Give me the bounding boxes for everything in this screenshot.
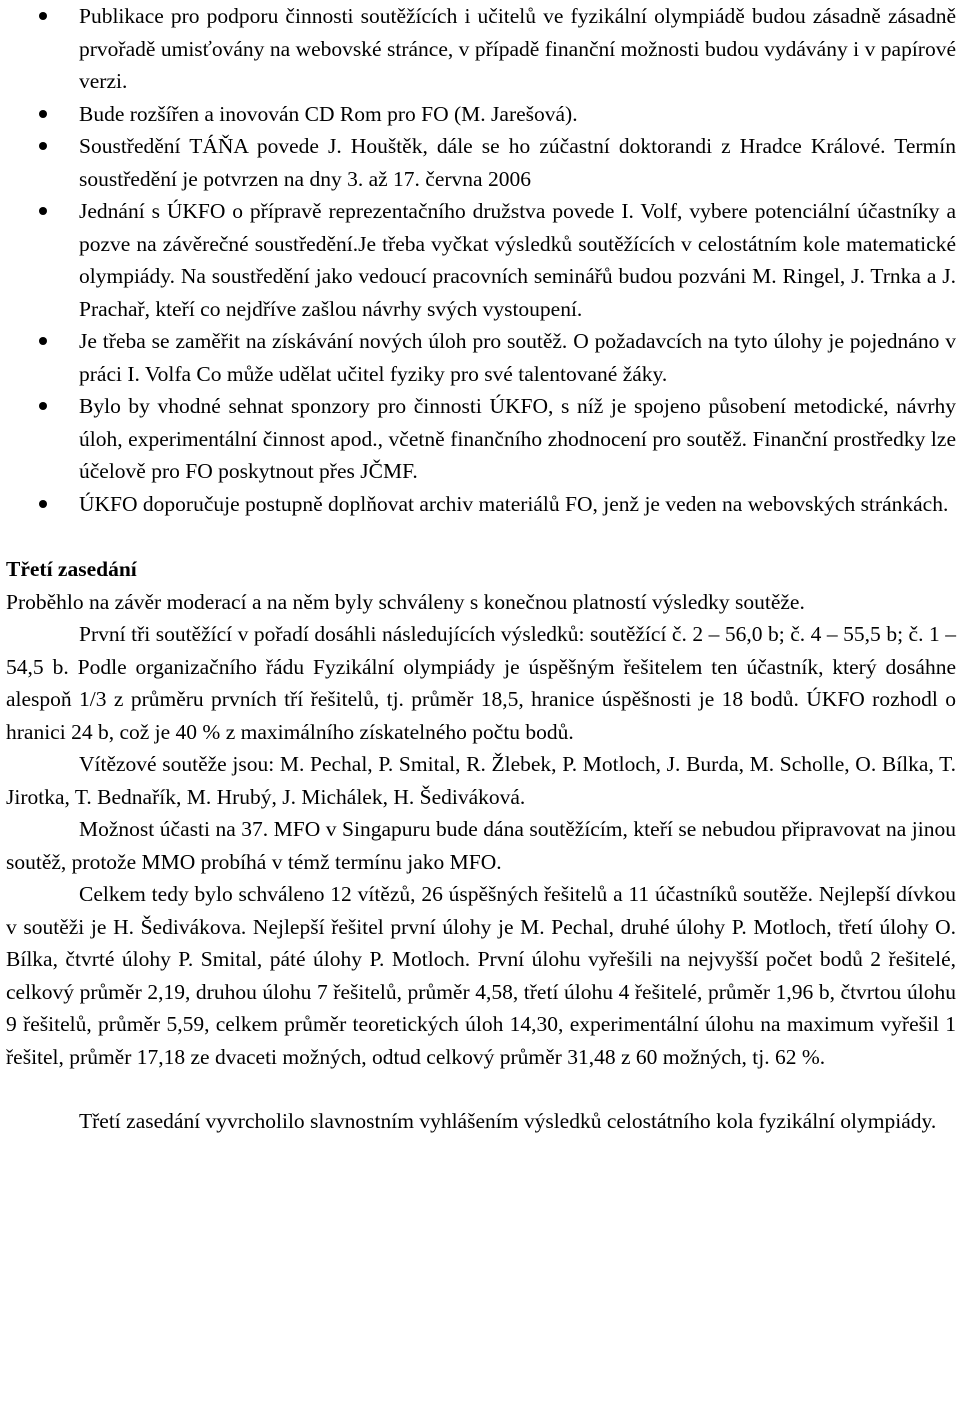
- list-item-text: Bylo by vhodné sehnat sponzory pro činnosti ÚKFO, s níž je spojeno působení metodické, návrhy úloh, experimentální činnost apod., včetně finančního zhodnocení pro soutěž. Finanční prostředky lze účelově pro FO poskytnout přes JČMF.: [79, 394, 956, 483]
- list-item: [6, 195, 956, 325]
- list-item: [6, 390, 956, 488]
- list-item: [6, 98, 956, 131]
- bullet-icon: [39, 12, 47, 20]
- paragraph-results: První tři soutěžící v pořadí dosáhli následujících výsledků: soutěžící č. 2 – 56,0 b; č. 4 – 55,5 b; č. 1 – 54,5 b. Podle organizačního řádu Fyzikální olympiády je úspěšným řešitelem ten účastník, který dosáhne alespoň 1/3 z průměru prvních tří řešitelů, tj. průměr 18,5, hranice úspěšnosti je 18 bodů. ÚKFO rozhodl o hranici 24 b, což je 40 % z maximálního získatelného počtu bodů.: [6, 622, 956, 744]
- document-page: [6, 0, 956, 1138]
- paragraph-winners: Vítězové soutěže jsou: M. Pechal, P. Smital, R. Žlebek, P. Motloch, J. Burda, M. Scholle, O. Bílka, T. Jirotka, T. Bednařík, M. Hrubý, J. Michálek, H. Šediváková.: [6, 752, 956, 809]
- bullet-icon: [39, 402, 47, 410]
- list-item-text: Soustředění TÁŇA povede J. Houštěk, dále se ho zúčastní doktorandi z Hradce Králové. Termín soustředění je potvrzen na dny 3. až 17. června 2006: [79, 134, 956, 191]
- bullet-list: [6, 0, 956, 520]
- list-item: [6, 325, 956, 390]
- bullet-icon: [39, 142, 47, 150]
- bullet-icon: [39, 500, 47, 508]
- list-item-text: Bude rozšířen a inovován CD Rom pro FO (M. Jarešová).: [79, 101, 578, 126]
- list-item-text: Publikace pro podporu činnosti soutěžících i učitelů ve fyzikální olympiádě budou zásadně zásadně prvořadě umisťovány na webovské stránce, v případě finanční možnosti budou vydávány i v papírové verzi.: [79, 4, 956, 93]
- bullet-icon: [39, 337, 47, 345]
- list-item: [6, 130, 956, 195]
- list-item-text: Je třeba se zaměřit na získávání nových úloh pro soutěž. O požadavcích na tyto úlohy je pojednáno v práci I. Volfa Co může udělat učitel fyziky pro své talentované žáky.: [79, 329, 956, 386]
- list-item: [6, 0, 956, 98]
- list-item-text: Jednání s ÚKFO o přípravě reprezentačního družstva povede I. Volf, vybere potenciální účastníky a pozve na závěrečné soustředění.Je třeba vyčkat výsledků soutěžících v celostátním kole matematické olympiády. Na soustředění jako vedoucí pracovních seminářů budou pozváni M. Ringel, J. Trnka a J. Prachař, kteří co nejdříve zašlou návrhy svých vystoupení.: [79, 199, 956, 321]
- list-item-text: ÚKFO doporučuje postupně doplňovat archiv materiálů FO, jenž je veden na webovských stránkách.: [79, 491, 949, 516]
- bullet-icon: [39, 207, 47, 215]
- paragraph-statistics: Celkem tedy bylo schváleno 12 vítězů, 26 úspěšných řešitelů a 11 účastníků soutěže. Nejlepší dívkou v soutěži je H. Šedivákova. Nejlepší řešitel první úlohy je M. Pechal, druhé úlohy P. Motloch, třetí úlohy O. Bílka, čtvrté úlohy P. Smital, páté úlohy P. Motloch. První úlohu vyřešili na nejvyšší počet bodů 2 řešitelé, celkový průměr 2,19, druhou úlohu 7 řešitelů, průměr 4,58, třetí úlohu 4 řešitelé, průměr 1,96 b, čtvrtou úlohu 9 řešitelů, průměr 5,59, celkem průměr teoretických úloh 14,30, experimentální úlohu na maximum vyřešil 1 řešitel, průměr 17,18 ze dvaceti možných, odtud celkový průměr 31,48 z 60 možných, tj. 62 %.: [6, 882, 956, 1069]
- list-item: [6, 488, 956, 521]
- section-intro: Proběhlo na závěr moderací a na něm byly schváleny s konečnou platností výsledky soutěže.: [6, 589, 805, 614]
- paragraph-ipho: Možnost účasti na 37. MFO v Singapuru bude dána soutěžícím, kteří se nebudou připravovat na jinou soutěž, protože MMO probíhá v témž termínu jako MFO.: [6, 817, 956, 874]
- section-heading: Třetí zasedání: [6, 557, 137, 581]
- paragraph-closing: Třetí zasedání vyvrcholilo slavnostním vyhlášením výsledků celostátního kola fyzikální olympiády.: [79, 1109, 937, 1133]
- bullet-icon: [39, 110, 47, 118]
